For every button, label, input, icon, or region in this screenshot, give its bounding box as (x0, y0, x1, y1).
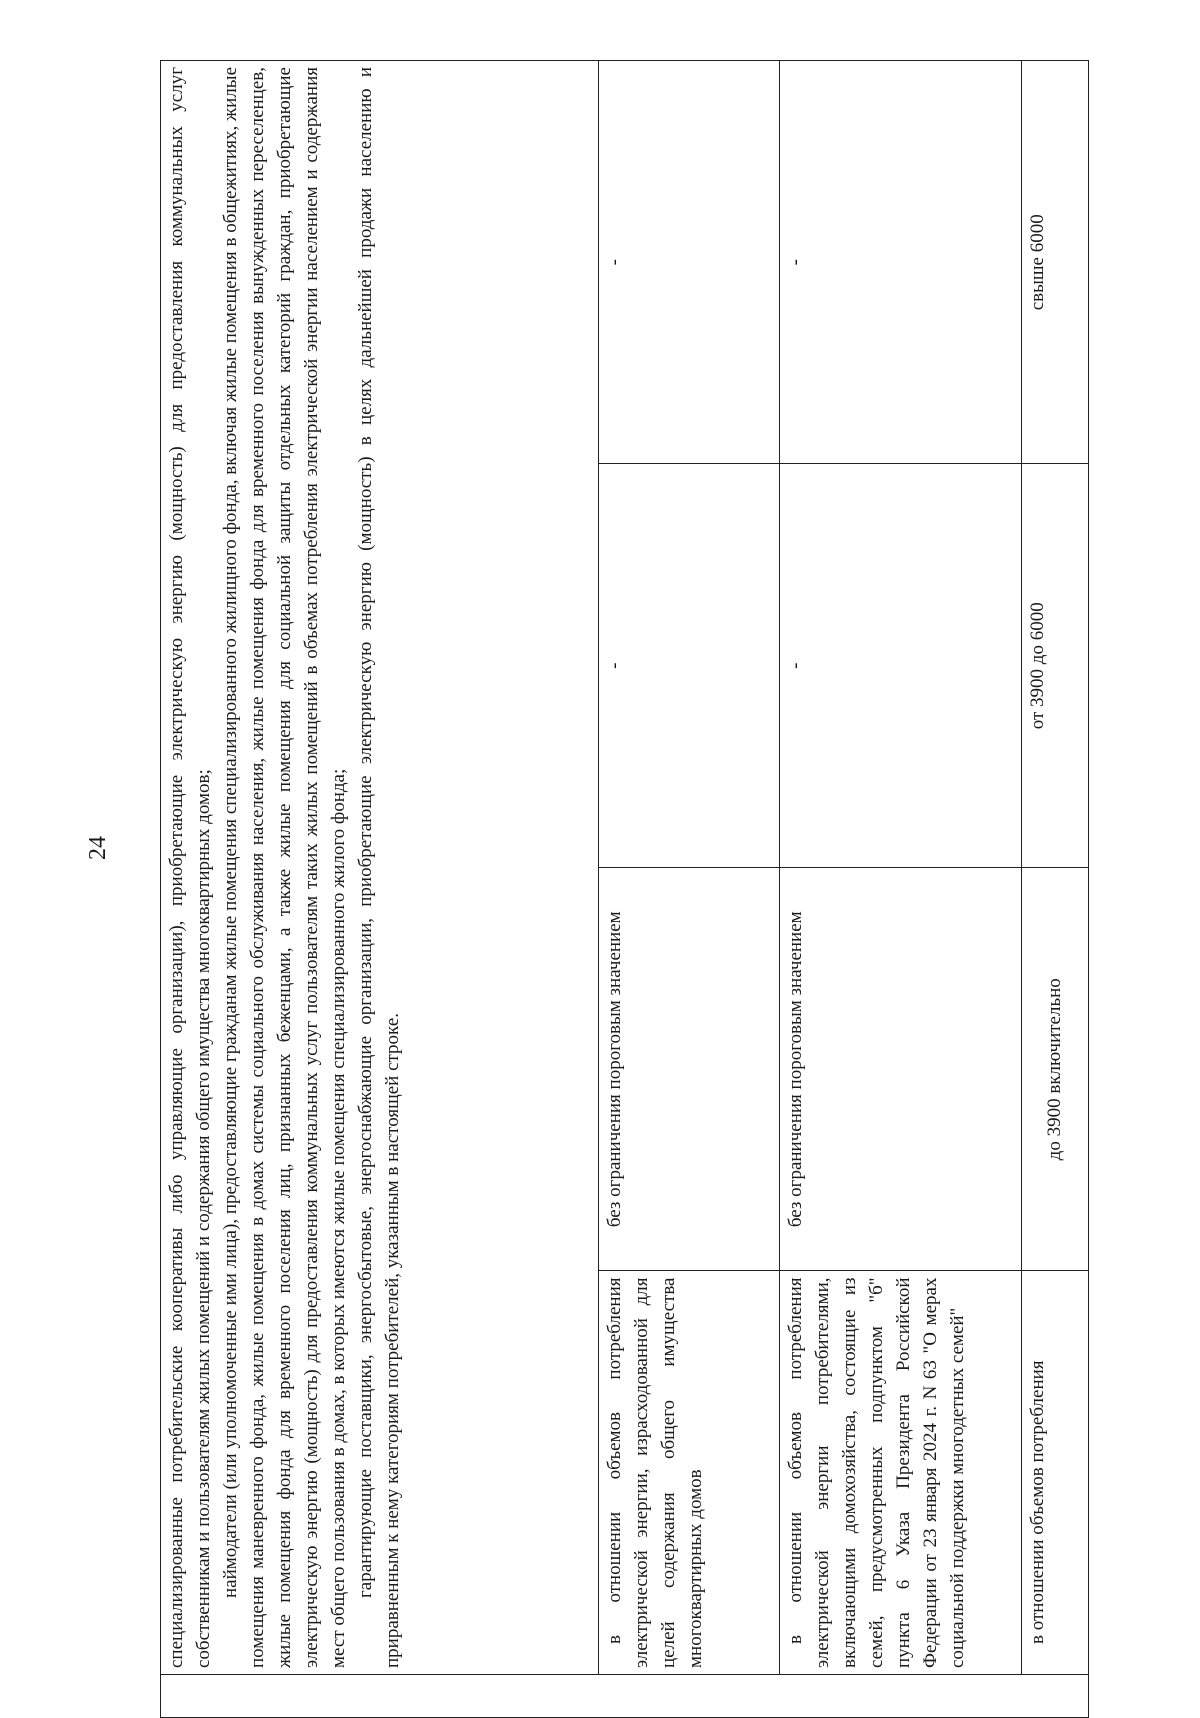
row-number-cell (161, 1675, 1089, 1718)
range-3-value: - (785, 259, 807, 266)
range-1-value: до 3900 включительно (1044, 978, 1066, 1161)
rotated-table-wrapper (160, 60, 1089, 1718)
rotated-table-container (160, 60, 1089, 1718)
text-paragraph: гарантирующие поставщики, энергосбытовые, энергоснабжающие организации, приобретающие электрическую энергию (мощность) в целях дальнейшей продажи населению и приравненным к нему категориям потребителей, указанным в настоящей строке. (355, 67, 403, 1668)
range-1-value: без ограничения пороговым значением (785, 911, 807, 1228)
range-2-value: от 3900 до 6000 (1026, 602, 1048, 730)
text-paragraph: специализированные потребительские кооперативы либо управляющие организации), приобретающие электрическую энергию (мощность) для предоставления коммунальных услуг собственникам и пользователям жилых помещений и содержания общего имущества многоквартирных домов; (166, 67, 214, 1668)
range-2-cell (780, 464, 1021, 868)
range-2-value: - (604, 662, 626, 669)
table-row (161, 61, 599, 1718)
range-2-cell (599, 464, 780, 868)
description-cell (780, 1271, 1021, 1675)
range-1-value: без ограничения пороговым значением (604, 911, 626, 1228)
page-number: 24 (84, 836, 111, 860)
range-2-value: - (785, 662, 807, 669)
range-3-cell (599, 61, 780, 465)
description-cell (599, 1271, 780, 1675)
table-row (599, 61, 780, 1718)
consumer-categories-cell (161, 61, 599, 1675)
range-2-cell (1021, 464, 1088, 868)
range-1-cell (1021, 868, 1088, 1272)
description-text: в отношении объемов потребления электрической энергии потребителями, включающими домохозяйства, состоящие из семей, предусмотренных подпунктом "б" пункта 6 Указа Президента Российской Федерации от 23 января 2024 г. N 63 "О мерах социальной поддержки многодетных семей" (785, 1277, 969, 1668)
table-row (1021, 61, 1088, 1718)
range-1-cell (780, 868, 1021, 1272)
text-paragraph: наймодатели (или уполномоченные ими лица), предоставляющие гражданам жилые помещения специализированного жилищного фонда, включая жилые помещения в общежитиях, жилые помещения маневренного фонда, жилые помещения в домах системы социального обслуживания населения, жилые помещения фонда для временного поселения вынужденных переселенцев, жилые помещения фонда для временного поселения лиц, признанных беженцами, а также жилые помещения для социальной защиты отдельных категорий граждан, приобретающие электрическую энергию (мощность) для предоставления коммунальных услуг пользователям таких жилых помещений в объемах потребления электрической энергии населением и содержания мест общего пользования в домах, в которых имеются жилые помещения специализированного жилого фонда; (220, 67, 349, 1668)
range-3-cell (1021, 61, 1088, 465)
range-1-cell (599, 868, 780, 1272)
table-row (780, 61, 1021, 1718)
description-text: в отношении объемов потребления электрической энергии, израсходованной для целей содержания общего имущества многоквартирных домов (604, 1277, 707, 1668)
range-3-value: свыше 6000 (1026, 214, 1048, 311)
range-3-cell (780, 61, 1021, 465)
description-cell (1021, 1271, 1088, 1675)
description-text: в отношении объемов потребления (1026, 1360, 1048, 1644)
tariff-table (160, 60, 1089, 1718)
range-3-value: - (604, 259, 626, 266)
